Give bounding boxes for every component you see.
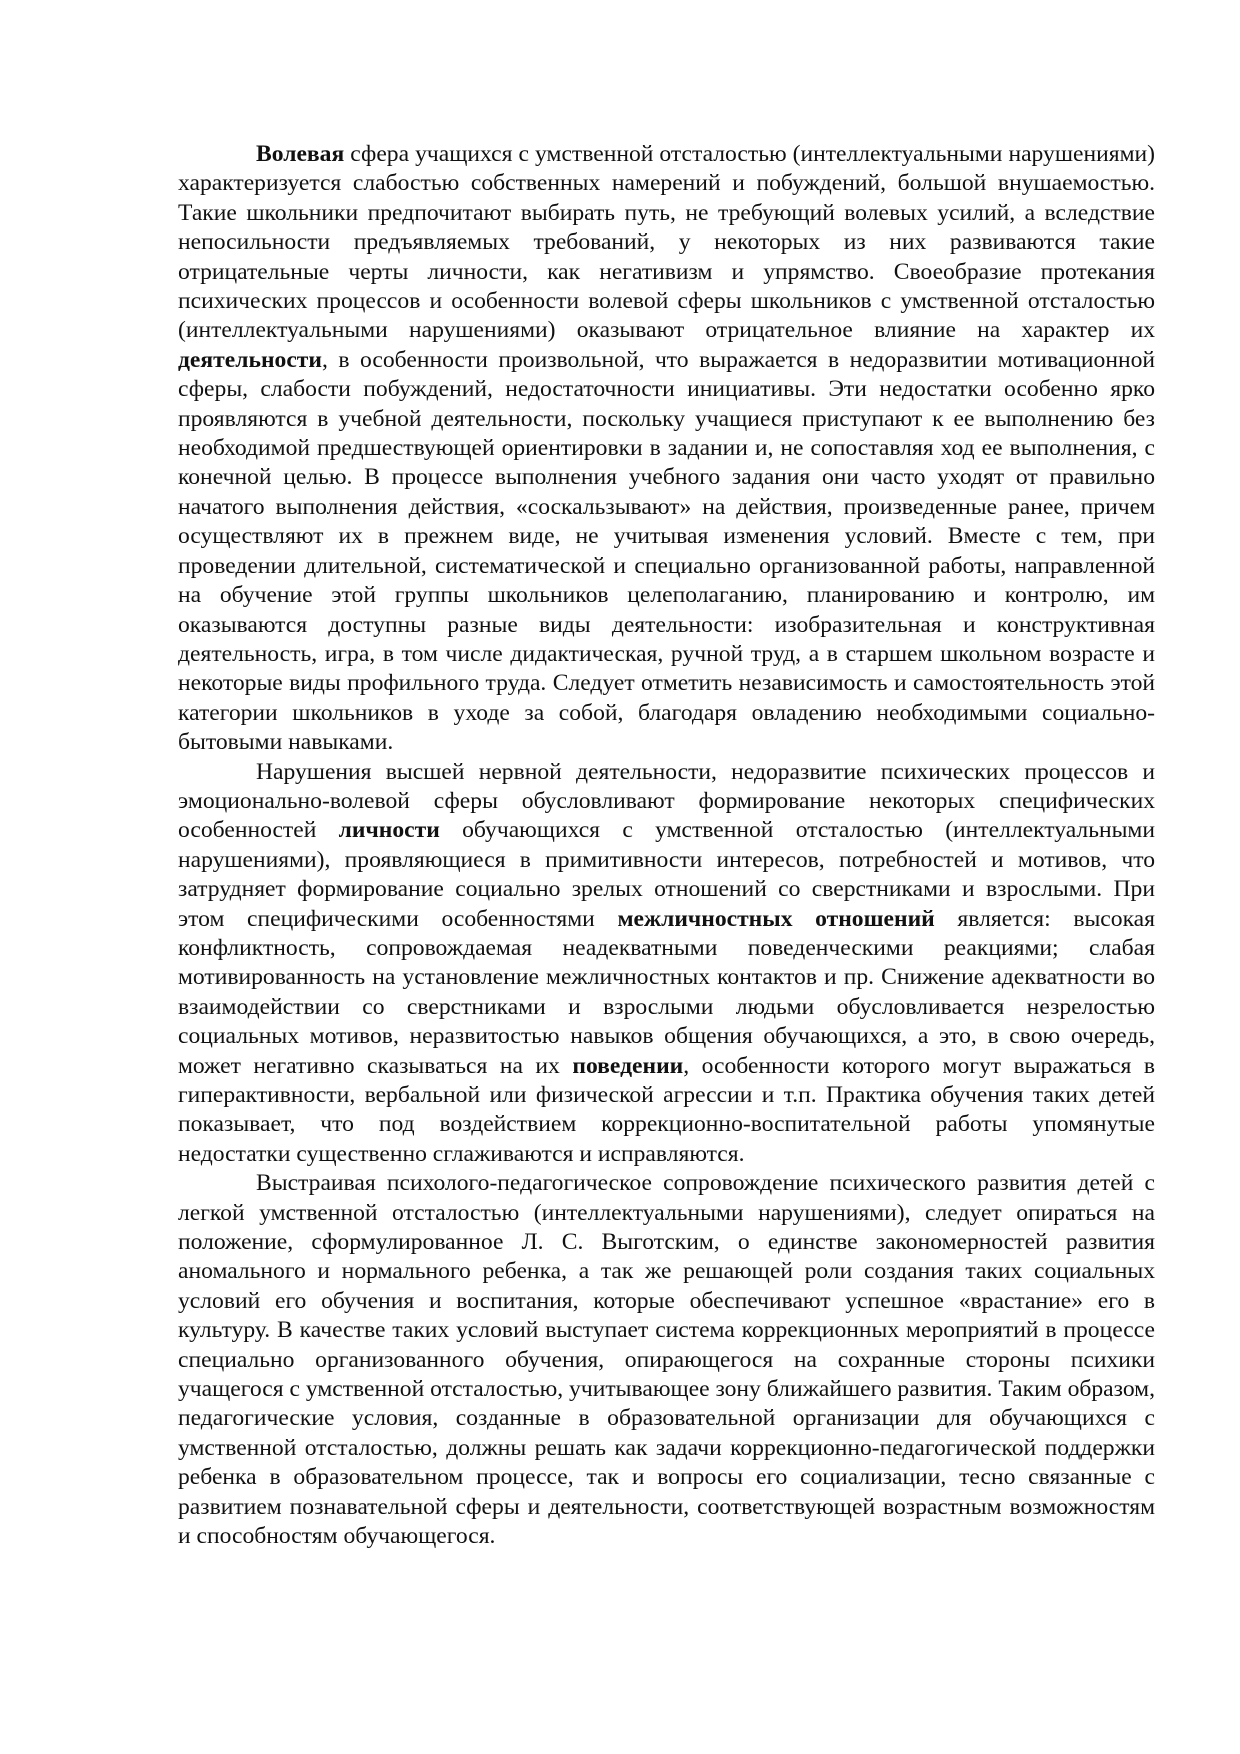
bold-term: межличностных отношений: [617, 905, 935, 932]
bold-term: деятельности: [178, 346, 322, 373]
paragraph-text: , особенности которого могут выражаться в гиперактивности, вербальной или физической агрессии и т.п. Практика обучения таких детей показывает, что под воздействием коррекционно-воспитательной работы упомянутые недостатки существенно сглаживаются и исправляются.: [178, 1052, 1155, 1167]
paragraph-text: является: высокая конфликтность, сопровождаемая неадекватными поведенческими реакциями; слабая мотивированность на установление межличностных контактов и пр. Снижение адекватности во взаимодействии со сверстниками и взрослыми людьми обусловливается незрелостью социальных мотивов, неразвитостью навыков общения обучающихся, а это, в свою очередь, может негативно сказываться на их: [178, 905, 1156, 1079]
document-page: [178, 140, 1155, 1552]
paragraph-personality: [178, 758, 1155, 1170]
paragraph-text: Выстраивая психолого-педагогическое сопровождение психического развития детей с легкой умственной отсталостью (интеллектуальными нарушениями), следует опираться на положение, сформулированное Л. С. Выготским, о единстве закономерностей развития аномального и нормального ребенка, а так же решающей роли создания таких социальных условий его обучения и воспитания, которые обеспечивают успешное «врастание» его в культуру. В качестве таких условий выступает система коррекционных мероприятий в процессе специально организованного обучения, опирающегося на сохранные стороны психики учащегося с умственной отсталостью, учитывающее зону ближайшего развития. Таким образом, педагогические условия, созданные в образовательной организации для обучающихся с умственной отсталостью, должны решать как задачи коррекционно-педагогической поддержки ребенка в образовательном процессе, так и вопросы его социализации, тесно связанные с развитием познавательной сферы и деятельности, соответствующей возрастным возможностям и способностям обучающегося.: [178, 1170, 1155, 1550]
paragraph-text: обучающихся с умственной отсталостью (интеллектуальными нарушениями), проявляющиеся в примитивности интересов, потребностей и мотивов, что затрудняет формирование социально зрелых отношений со сверстниками и взрослыми. При этом специфическими особенностями: [178, 817, 1155, 932]
paragraph-text: , в особенности произвольной, что выражается в недоразвитии мотивационной сферы, слабости побуждений, недостаточности инициативы. Эти недостатки особенно ярко проявляются в учебной деятельности, поскольку учащиеся приступают к ее выполнению без необходимой предшествующей ориентировки в задании и, не сопоставляя ход ее выполнения, с конечной целью. В процессе выполнения учебного задания они часто уходят от правильно начатого выполнения действия, «соскальзывают» на действия, произведенные ранее, причем осуществляют их в прежнем виде, не учитывая изменения условий. Вместе с тем, при проведении длительной, систематической и специально организованной работы, направленной на обучение этой группы школьников целеполаганию, планированию и контролю, им оказываются доступны разные виды деятельности: изобразительная и конструктивная деятельность, игра, в том числе дидактическая, ручной труд, а в старшем школьном возрасте и некоторые виды профильного труда. Следует отметить независимость и самостоятельность этой категории школьников в уходе за собой, благодаря овладению необходимыми социально-бытовыми навыками.: [178, 346, 1155, 756]
bold-term: Волевая: [256, 141, 345, 167]
bold-term: поведении: [572, 1052, 684, 1079]
paragraph-text: сфера учащихся с умственной отсталостью (интеллектуальными нарушениями) характеризуется слабостью собственных намерений и побуждений, большой внушаемостью. Такие школьники предпочитают выбирать путь, не требующий волевых усилий, а вследствие непосильности предъявляемых требований, у некоторых из них развиваются такие отрицательные черты личности, как негативизм и упрямство. Своеобразие протекания психических процессов и особенности волевой сферы школьников с умственной отсталостью (интеллектуальными нарушениями) оказывают отрицательное влияние на характер их: [178, 141, 1155, 344]
paragraph-psych-support: [178, 1169, 1155, 1551]
bold-term: личности: [338, 817, 440, 844]
paragraph-text: Нарушения высшей нервной деятельности, недоразвитие психических процессов и эмоционально-волевой сферы обусловливают формирование некоторых специфических особенностей: [178, 758, 1155, 844]
paragraph-volitional-sphere: [178, 140, 1155, 758]
